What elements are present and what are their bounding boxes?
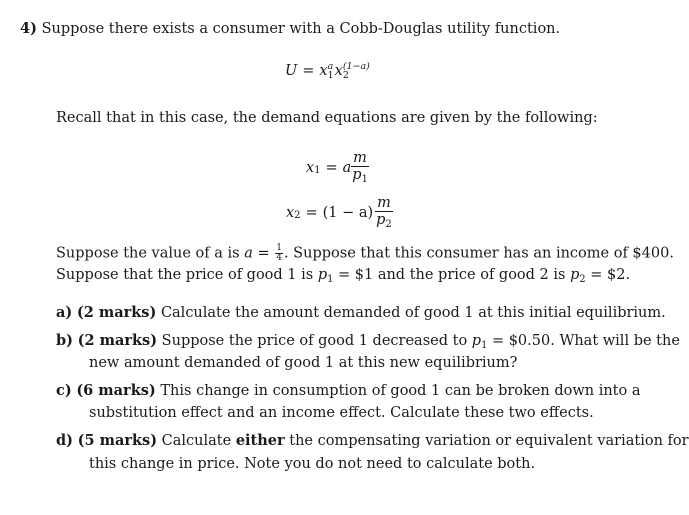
demand1-numerator: m: [353, 150, 367, 166]
demand-equation-2: [286, 195, 393, 230]
utility-lhs: U: [285, 63, 298, 79]
part-a-label: a): [56, 304, 73, 321]
demand1-coefficient: a: [342, 159, 352, 176]
part-b-price-var: p: [471, 333, 482, 349]
one-quarter-fraction: [275, 244, 283, 263]
part-b-text-a: Suppose the price of good 1 decreased to: [161, 333, 468, 349]
part-d-line-2: this change in price. Note you do not need to calculate both.: [89, 456, 536, 472]
para2-p2-subscript: 2: [579, 274, 586, 286]
part-b-label: b): [56, 332, 73, 349]
part-b-text-b: = $0.50. What will be the: [491, 333, 680, 349]
paragraph-line-1: [56, 244, 674, 263]
demand2-coefficient: (1 − a): [322, 204, 374, 221]
demand2-equals: =: [305, 204, 318, 221]
part-d-line-1: [56, 432, 689, 450]
para1-text-b: . Suppose that this consumer has an income of $400.: [283, 245, 674, 262]
demand1-lhs-subscript: 1: [314, 165, 321, 177]
part-a-marks: (2 marks): [76, 304, 157, 321]
para2-p1: p: [317, 267, 328, 283]
part-a-text: Calculate the amount demanded of good 1 at this initial equilibrium.: [160, 305, 666, 321]
utility-equals: =: [302, 63, 315, 79]
utility-x1-exponent: a: [327, 61, 334, 72]
part-c-label: c): [56, 382, 72, 399]
part-a: [56, 304, 666, 322]
para2-p1-subscript: 1: [327, 274, 334, 286]
utility-x1: x: [319, 63, 328, 79]
part-c-marks: (6 marks): [76, 382, 156, 399]
demand2-lhs: x: [286, 204, 295, 221]
utility-x2: x: [334, 63, 343, 79]
para1-num: 1: [276, 243, 282, 253]
question-intro: Suppose there exists a consumer with a Cobb-Douglas utility function.: [41, 21, 561, 37]
part-c-text-a: This change in consumption of good 1 can be broken down into a: [160, 383, 641, 399]
demand1-denominator: p: [352, 167, 362, 183]
part-d-text-a: Calculate: [161, 433, 232, 449]
para1-text-a: Suppose the value of a is: [56, 245, 240, 262]
demand1-denominator-subscript: 1: [361, 174, 368, 186]
demand2-numerator: m: [377, 195, 391, 211]
para2-text-c: = $2.: [590, 267, 631, 283]
part-d-text-b: the compensating variation or equivalent variation for: [289, 433, 689, 449]
utility-x1-subscript: 1: [327, 70, 334, 81]
utility-x2-exponent: (1−a): [342, 61, 370, 72]
recall-text: Recall that in this case, the demand equations are given by the following:: [56, 110, 598, 126]
utility-x2-subscript: 2: [342, 70, 349, 81]
para1-den: 4: [276, 253, 282, 263]
part-d-marks: (5 marks): [77, 432, 158, 449]
demand2-fraction: [375, 195, 393, 230]
question-number: 4): [20, 20, 37, 37]
para2-p2: p: [570, 267, 580, 283]
para2-text-b: = $1 and the price of good 2 is: [338, 267, 566, 283]
para1-equals: =: [257, 245, 270, 262]
demand2-denominator-subscript: 2: [385, 219, 392, 231]
part-c-line-1: [56, 382, 641, 400]
demand2-denominator: p: [376, 212, 386, 228]
part-b-line-1: [56, 332, 680, 352]
demand-equation-1: [306, 150, 369, 185]
part-d-either: either: [235, 432, 285, 449]
part-b-marks: (2 marks): [77, 332, 158, 349]
part-c-line-2: substitution effect and an income effect. Calculate these two effects.: [89, 405, 594, 421]
question-heading: [20, 20, 560, 38]
demand1-fraction: [351, 150, 369, 185]
para1-var-a: a: [244, 245, 253, 262]
paragraph-line-2: [56, 266, 630, 286]
utility-equation: [285, 62, 370, 80]
demand1-lhs: x: [306, 159, 315, 176]
demand1-equals: =: [325, 159, 338, 176]
part-d-label: d): [56, 432, 73, 449]
part-b-price-subscript: 1: [481, 340, 488, 352]
demand2-lhs-subscript: 2: [294, 210, 301, 222]
part-b-line-2: new amount demanded of good 1 at this new equilibrium?: [89, 355, 518, 371]
para2-text-a: Suppose that the price of good 1 is: [56, 267, 314, 283]
